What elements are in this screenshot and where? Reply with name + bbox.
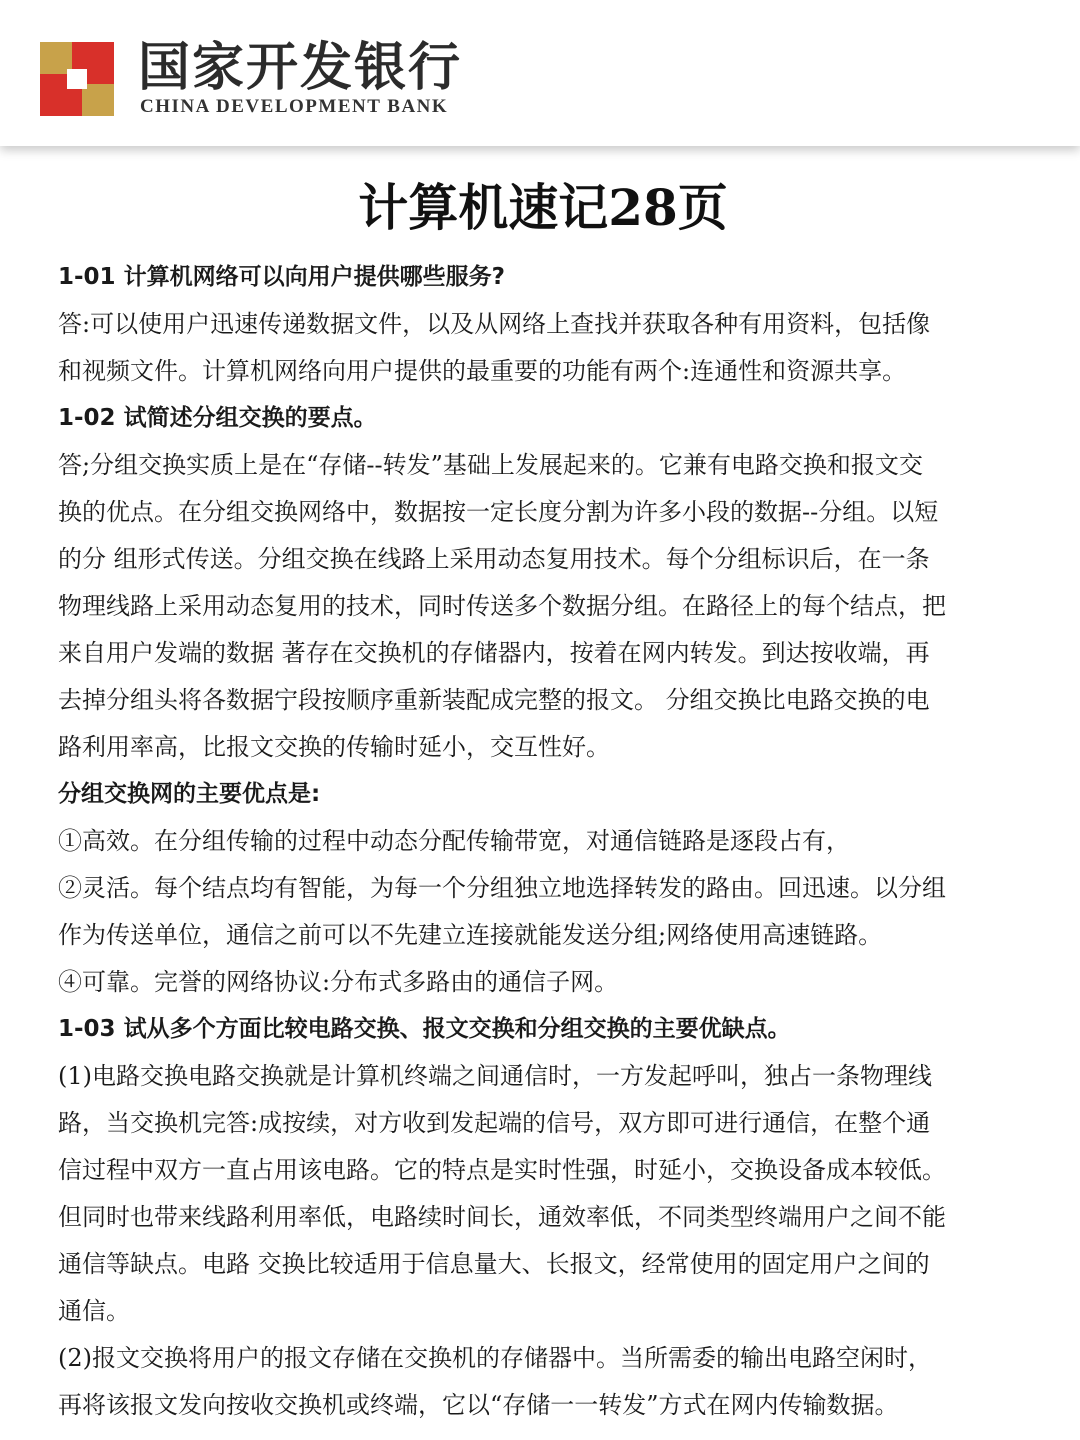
text-line: 和视频文件。计算机网络向用户提供的最重要的功能有两个:连通性和资源共享。 [58,357,907,385]
text-line: ①高效。在分组传输的过程中动态分配传输带宽，对通信链路是逐段占有， [58,827,850,855]
question-heading: 1-01 计算机网络可以向用户提供哪些服务? [58,264,505,290]
text-line: (2)报文交换将用户的报文存储在交换机的存储器中。当所需委的输出电路空闲时， [58,1344,932,1372]
question-heading: 1-03 试从多个方面比较电路交换、报文交换和分组交换的主要优缺点。 [58,1016,791,1042]
page-title: 计算机速记28页 [358,178,728,237]
brand-header [0,0,1080,146]
text-line: 去掉分组头将各数据宁段按顺序重新装配成完整的报文。 分组交换比电路交换的电 [58,686,930,714]
text-line: 路，当交换机完答:成按续，对方收到发起端的信号，双方即可进行通信，在整个通 [58,1109,931,1137]
text-line: 答:可以使用户迅速传递数据文件，以及从网络上查找并获取各种有用资料，包括像 [58,310,931,338]
text-line: 换的优点。在分组交换网络中，数据按一定长度分割为许多小段的数据--分组。以短 [58,498,939,526]
brand-name-cn: 国家开发银行 [138,37,463,98]
text-line: 通信。 [58,1297,130,1325]
document-body [58,168,1028,1429]
text-line: 作为传送单位，通信之前可以不先建立连接就能发送分组;网络使用高速链路。 [58,921,883,949]
text-line: (1)电路交换电路交换就是计算机终端之间通信时，一方发起呼叫，独占一条物理线 [58,1062,932,1090]
text-line: 路利用率高，比报文交换的传输时延小，交互性好。 [58,733,610,761]
text-line: ④可靠。完誉的网络协议:分布式多路由的通信子网。 [58,968,619,996]
text-line: ②灵活。每个结点均有智能，为每一个分组独立地选择转发的路由。回迅速。以分组 [58,874,946,902]
brand-name-en: CHINA DEVELOPMENT BANK [140,96,449,117]
question-heading: 分组交换网的主要优点是: [58,781,321,807]
text-line: 通信等缺点。电路 交换比较适用于信息量大、长报文，经常使用的固定用户之间的 [58,1250,930,1278]
text-line: 答;分组交换实质上是在“存储--转发”基础上发展起来的。它兼有电路交换和报文交 [58,451,923,479]
text-line: 但同时也带来线路利用率低，电路续时间长，通效率低，不同类型终端用户之间不能 [58,1203,946,1231]
text-line: 再将该报文发向按收交换机或终端，它以“存储一一转发”方式在网内传输数据。 [58,1391,899,1419]
text-line: 来自用户发端的数据 著存在交换机的存储器内，按着在网内转发。到达按收端，再 [58,639,930,667]
text-lines [58,254,1028,1429]
cdb-logo-icon [40,42,114,116]
question-heading: 1-02 试简述分组交换的要点。 [58,405,377,431]
text-line: 物理线路上采用动态复用的技术，同时传送多个数据分组。在路径上的每个结点，把 [58,592,946,620]
text-line: 的分 组形式传送。分组交换在线路上采用动态复用技术。每个分组标识后，在一条 [58,545,930,573]
text-line: 信过程中双方一直占用该电路。它的特点是实时性强，时延小，交换设备成本较低。 [58,1156,946,1184]
